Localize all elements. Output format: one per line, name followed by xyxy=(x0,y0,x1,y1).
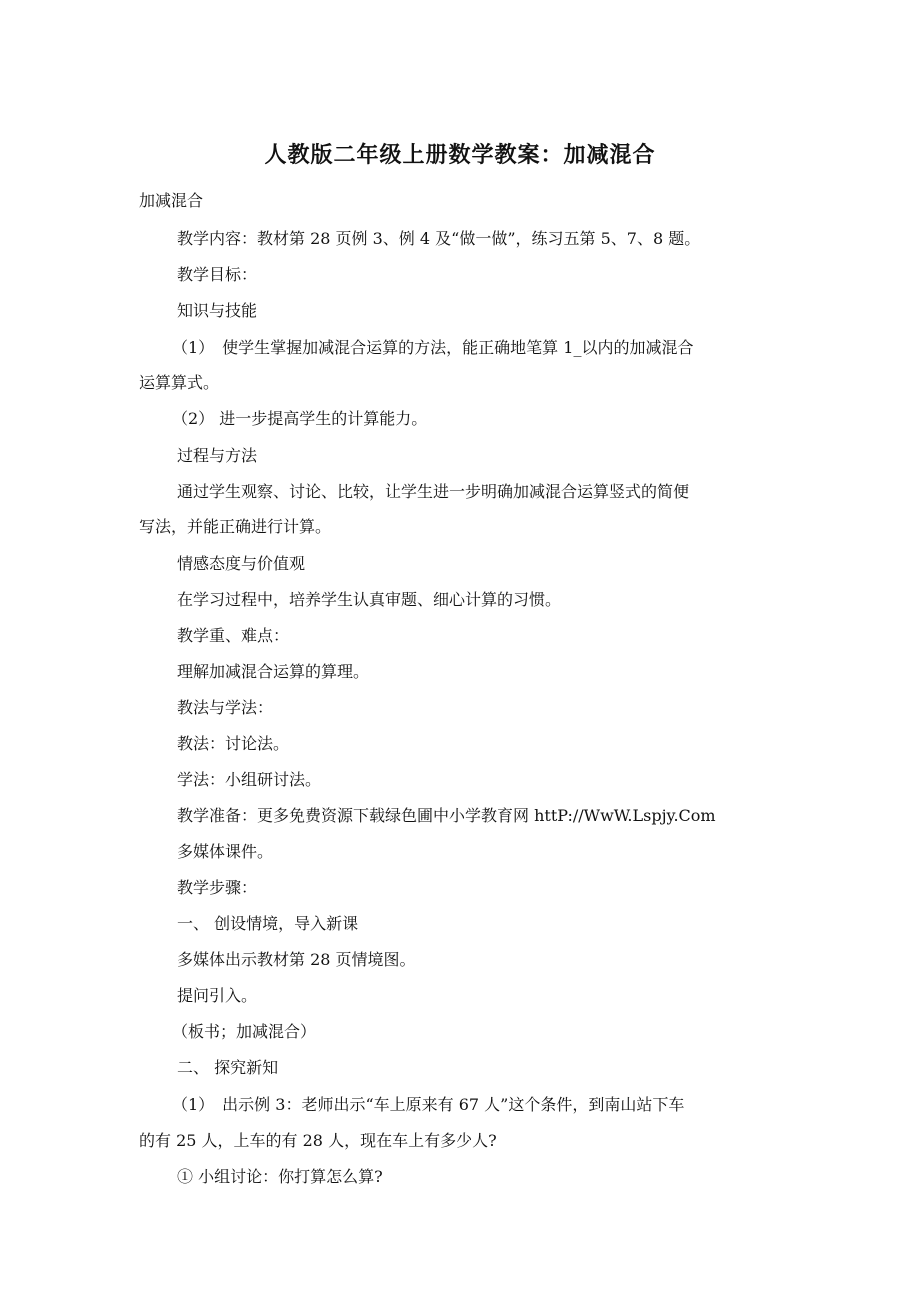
step-one-text-1: 多媒体出示教材第 28 页情境图。 xyxy=(177,950,416,969)
document-title: 人教版二年级上册数学教案：加减混合 xyxy=(264,142,656,168)
attitude-values-heading: 情感态度与价值观 xyxy=(177,554,306,573)
goal-item-1: （1） 使学生掌握加减混合运算的方法，能正确地笔算 1_以内的加减混合 xyxy=(172,338,694,357)
example-3-text-continued: 的有 25 人，上车的有 28 人，现在车上有多少人? xyxy=(139,1131,497,1150)
teaching-steps-heading: 教学步骤： xyxy=(177,878,258,897)
step-one-heading: 一、 创设情境，导入新课 xyxy=(177,914,359,933)
teaching-content: 教学内容：教材第 28 页例 3、例 4 及“做一做”，练习五第 5、7、8 题。 xyxy=(177,229,701,248)
example-3-text: （1） 出示例 3：老师出示“车上原来有 67 人”这个条件，到南山站下车 xyxy=(172,1095,685,1114)
section-heading: 加减混合 xyxy=(139,191,204,210)
teaching-goals-heading: 教学目标： xyxy=(177,265,258,284)
attitude-values-text: 在学习过程中，培养学生认真审题、细心计算的习惯。 xyxy=(177,590,562,609)
process-method-heading: 过程与方法 xyxy=(177,446,258,465)
teaching-preparation-continued: 多媒体课件。 xyxy=(177,842,274,861)
knowledge-skills-heading: 知识与技能 xyxy=(177,301,258,320)
step-one-text-2: 提问引入。 xyxy=(177,986,258,1005)
methods-heading: 教法与学法： xyxy=(177,698,274,717)
goal-item-2: （2） 进一步提高学生的计算能力。 xyxy=(172,409,428,428)
goal-item-1-continued: 运算算式。 xyxy=(139,373,220,392)
learning-method: 学法：小组研讨法。 xyxy=(177,770,322,789)
teaching-method: 教法：讨论法。 xyxy=(177,734,290,753)
key-difficult-points-text: 理解加减混合运算的算理。 xyxy=(177,662,370,681)
process-method-text-continued: 写法，并能正确进行计算。 xyxy=(139,517,332,536)
step-two-heading: 二、 探究新知 xyxy=(177,1058,279,1077)
board-writing: （板书；加减混合） xyxy=(172,1022,317,1041)
process-method-text: 通过学生观察、讨论、比较，让学生进一步明确加减混合运算竖式的简便 xyxy=(177,482,690,501)
teaching-preparation: 教学准备：更多免费资源下载绿色圃中小学教育网 httP://WwW.Lspjy.Com xyxy=(177,806,716,825)
group-discussion: ① 小组讨论：你打算怎么算? xyxy=(177,1167,383,1186)
key-difficult-points-heading: 教学重、难点： xyxy=(177,626,290,645)
